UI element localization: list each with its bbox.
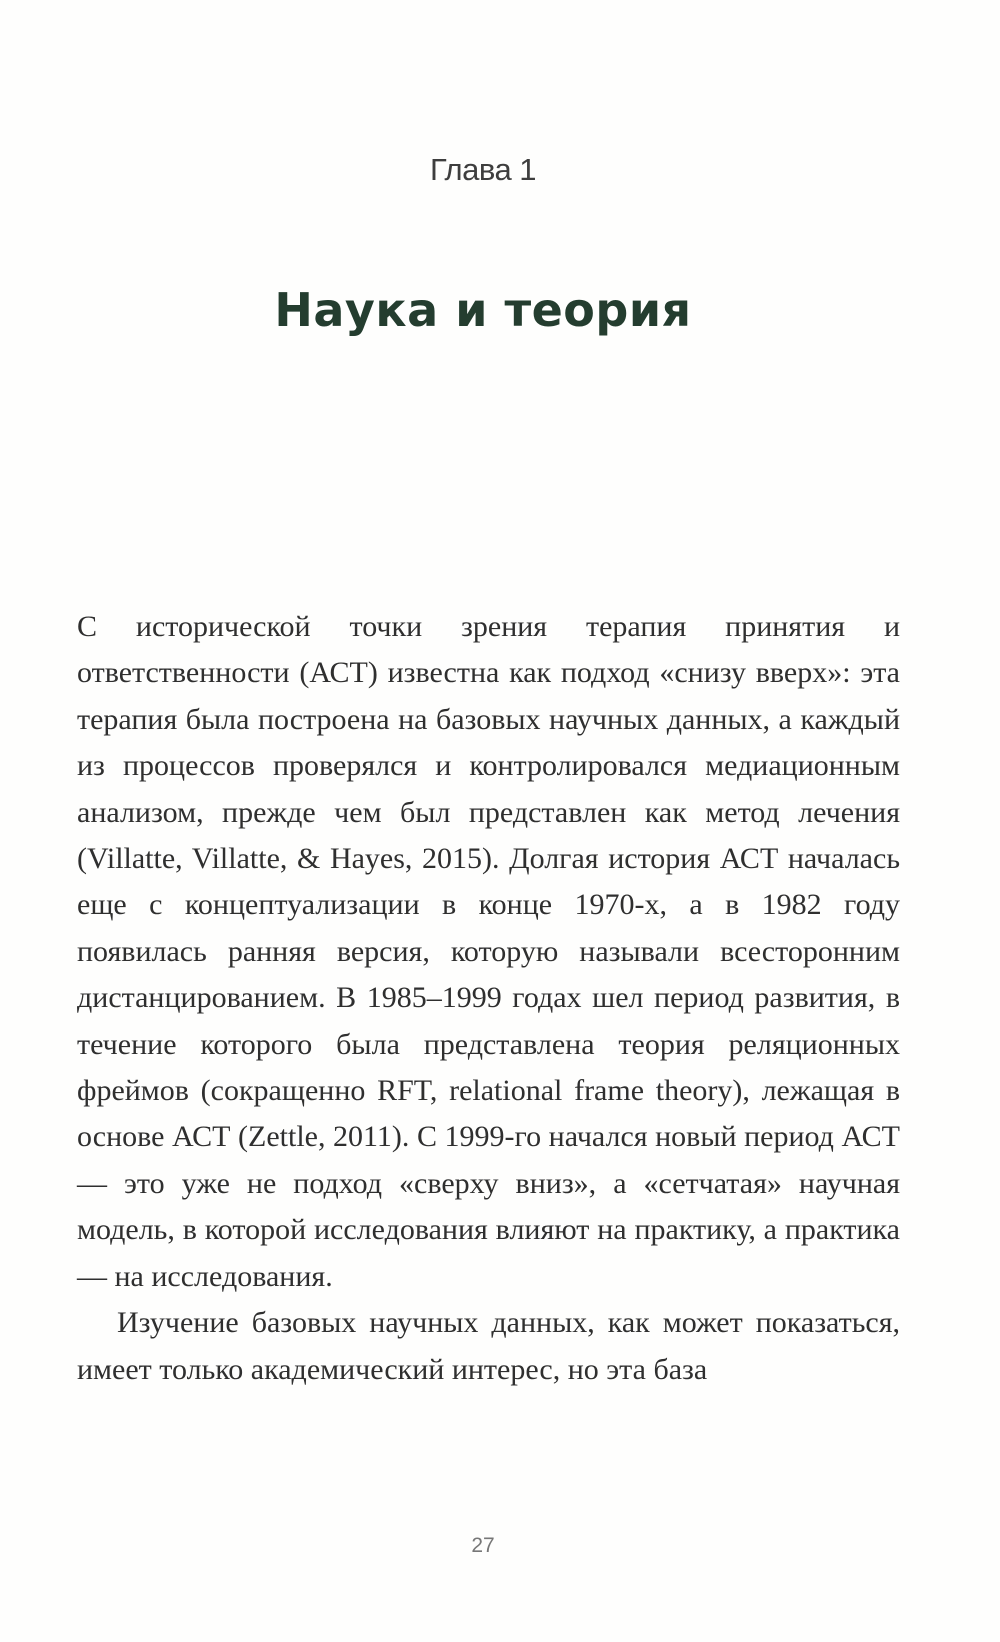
chapter-title: Наука и теория xyxy=(274,283,692,337)
chapter-label: Глава 1 xyxy=(429,152,537,187)
body-text xyxy=(77,604,900,1393)
paragraph-2: Изучение базовых научных данных, как может показаться, имеет только академический интерес, но эта база xyxy=(77,1306,900,1386)
page-number: 27 xyxy=(471,1534,495,1557)
paragraph-1: С исторической точки зрения терапия принятия и ответственности (АСТ) известна как подход «снизу вверх»: эта терапия была построена на базовых научных данных, а каждый из процессов проверялся и контролировался медиационным анализом, прежде чем был представлен как метод лечения (Villatte, Villatte, & Hayes, 2015). Долгая история АСТ началась еще с концептуализации в конце 1970-х, а в 1982 году появилась ранняя версия, которую называли всесторонним дистанцированием. В 1985–1999 годах шел период развития, в течение которого была представлена теория реляционных фреймов (сокращенно RFT, relational frame theory), лежащая в основе АСТ (Zettle, 2011). С 1999-го начался новый период АСТ — это уже не подход «сверху вниз», а «сетчатая» научная модель, в которой исследования влияют на практику, а практика — на исследования. xyxy=(77,610,900,1293)
